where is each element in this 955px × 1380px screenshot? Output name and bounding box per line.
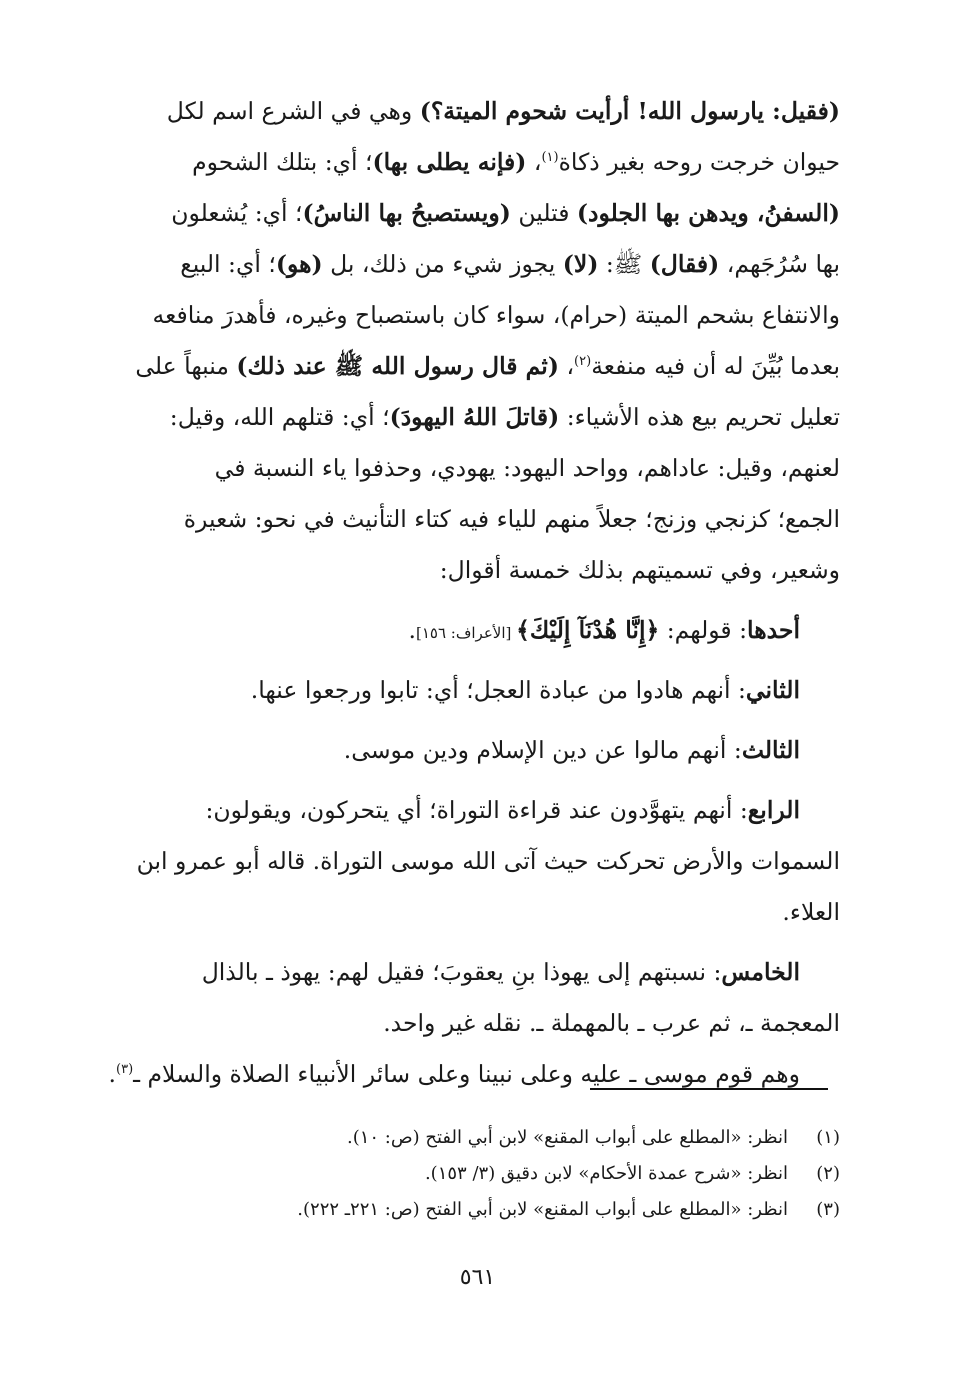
text-line-3 [110,188,840,239]
text-run: ؛ أي: البيع [180,250,276,278]
footnote-1 [150,1120,840,1156]
saying-4-line-1 [110,785,840,836]
closing-line [110,1049,840,1100]
footnote-ref: (٢) [574,354,592,370]
text-run: : أنهم هادوا من عبادة العجل؛ أي: تابوا ورجعوا عنها. [250,676,746,704]
text-run: بعدما بُيِّنَ له أن فيه منفعة [591,352,840,380]
text-run: : أنهم مالوا عن دين الإسلام ودين موسى. [343,736,742,764]
footnote-2 [150,1156,840,1192]
bold-phrase: (فقيل: يارسول الله! أرأيت شحوم الميتة؟) [419,97,840,125]
text-run: وهي في الشرع اسم لكل [166,97,420,125]
bold-phrase: (ويستصبحُ بها الناسُ) [302,199,511,227]
text-run: ؛ أي: بتلك الشحوم [192,148,373,176]
footnote-ref: (٣) [116,1062,134,1078]
saying-label: أحدها [747,616,800,644]
footnote-number: (٢) [816,1163,840,1184]
saying-label: الرابع [747,796,800,824]
footnote-text: انظر: «المطلع على أبواب المقنع» لابن أبي الفتح (ص: ١٠). [346,1127,788,1148]
footnotes [150,1120,840,1228]
saying-4-line-3: العلاء. [782,898,840,926]
text-run: بها سُرُجَهم، [719,250,840,278]
text-run: منبهاً على [135,352,237,380]
text-run: فتلين [510,199,577,227]
main-text [110,86,840,1100]
text-line-6 [110,341,840,392]
text-run: ﷺ: [598,250,650,278]
bold-phrase: (السفنُ، ويدهن بها الجلود) [576,199,840,227]
saying-label: الخامس [721,958,800,986]
saying-1 [110,605,840,656]
bold-phrase: (لا) [562,250,599,278]
footnote-number: (١) [816,1127,840,1148]
quran-quote: ﴿إِنَّا هُدْنَآ إِلَيْكَ﴾ [516,616,660,644]
text-run: ، [526,148,542,176]
text-line-10: وشعير، وفي تسميتهم بذلك خمسة أقوال: [439,556,840,584]
text-run: : أنهم يتهوَّدون عند قراءة التوراة؛ أي يتحركون، ويقولون: [205,796,748,824]
saying-2 [110,665,840,716]
text-line-4 [110,239,840,290]
text-run: : قولهم: [659,616,748,644]
text-run: وهم قوم موسى ـ عليه وعلى نبينا وعلى سائر الأنبياء الصلاة والسلام ـ [133,1060,800,1088]
text-line-5: والانتفاع بشحم الميتة (حرام)، سواء كان باستصباح وغيره، فأهدرَ منافعه [152,301,840,329]
text-run: . [108,1060,116,1088]
footnote-ref: (١) [541,150,559,166]
footnote-separator [590,1088,828,1090]
text-run: حيوان خرجت روحه بغير ذكاة [558,148,840,176]
text-line-9: الجمع؛ كزنجي وزنج؛ جعلاً منهم للياء فيه كتاء التأنيث في نحو: شعيرة [183,505,840,533]
text-run: : نسبتهم إلى يهوذا بنِ يعقوبَ؛ فقيل لهم: يهوذ ـ بالذال [201,958,722,986]
saying-3 [110,725,840,776]
saying-5-line-2: المعجمة ـ، ثم عرب ـ بالمهملة ـ. نقله غير واحد. [383,1009,840,1037]
text-run: تعليل تحريم بيع هذه الأشياء: [559,403,840,431]
footnote-text: انظر: «شرح عمدة الأحكام» لابن دقيق (٣/ ١٥٣). [424,1163,788,1184]
text-run: ، [558,352,575,380]
page-number: ٥٦١ [459,1265,496,1290]
text-run: ؛ أي: قتلهم الله، وقيل: [169,403,390,431]
footnote-number: (٣) [816,1199,840,1220]
text-line-7 [110,392,840,443]
text-line-2 [110,137,840,188]
text-run: يجوز شيء من ذلك، بل [322,250,563,278]
text-line-8: لعنهم، وقيل: عاداهم، وواحد اليهود: يهودي، وحذفوا ياء النسبة في [214,454,840,482]
saying-label: الثالث [741,736,800,764]
saying-4-line-2: السموات والأرض تحركت حيث آتى الله موسى التوراة. قاله أبو عمرو ابن [136,847,840,875]
text-run: . [408,616,416,644]
text-line-1 [110,86,840,137]
bold-phrase: (فقال) [649,250,720,278]
text-run: ؛ أي: يُشعلون [171,199,303,227]
saying-5-line-1 [110,947,840,998]
quran-reference: [الأعراف: ١٥٦] [415,624,517,642]
footnote-text: انظر: «المطلع على أبواب المقنع» لابن أبي الفتح (ص: ٢٢١ـ ٢٢٢). [297,1199,788,1220]
saying-label: الثاني [745,676,800,704]
bold-phrase: (هو) [275,250,323,278]
bold-phrase: (قاتلَ اللهُ اليهودَ) [389,403,560,431]
bold-phrase: (فإنه يطلى بها) [372,148,527,176]
bold-phrase: (ثم قال رسول الله ﷺ عند ذلك) [236,352,559,380]
footnote-3 [150,1192,840,1228]
